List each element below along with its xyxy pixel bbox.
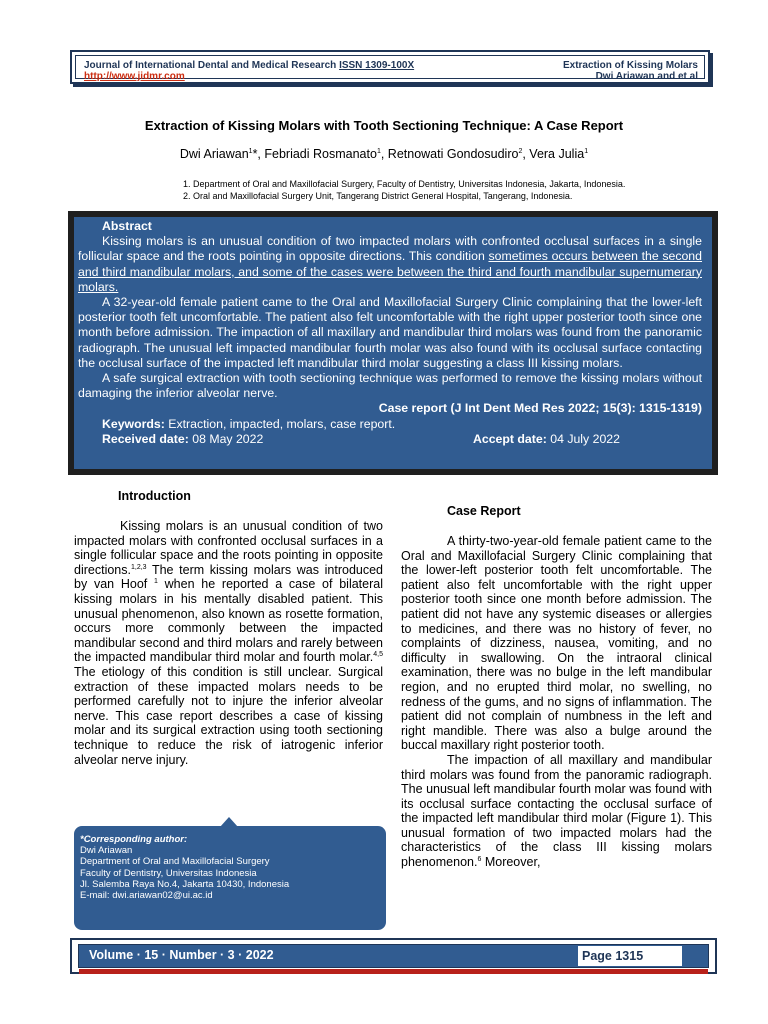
intro-text: Kissing molars is an unusual condition of two impacted molars with confronted occlusal surfaces in a single follicular space and the roots pointing in opposite directions. <box>74 519 383 577</box>
case-report-body <box>401 534 712 870</box>
author-separator: , <box>522 147 530 161</box>
abstract-text <box>78 219 702 447</box>
journal-name-line <box>84 60 414 71</box>
corresponding-author-content <box>80 834 289 901</box>
corresponding-author-email[interactable]: E-mail: dwi.ariawan02@ui.ac.id <box>80 890 213 902</box>
abstract-paragraph-2: A 32-year-old female patient came to the Oral and Maxillofacial Surgery Clinic complaining that the lower-left posterior tooth felt uncomfortable. The patient also felt uncomfortable with the right upper posterior tooth since one month before admission. The impaction of all maxillary and mandibular third molars was found from the panoramic radiograph. The unusual left impacted mandibular fourth molar was also found with its occlusal surface contacting the occlusal surface of the impacted left mandibular third molar suggesting a class III kissing molars. <box>78 295 702 370</box>
case-paragraph-2 <box>401 753 712 870</box>
article-title: Extraction of Kissing Molars with Tooth Sectioning Technique: A Case Report <box>144 118 624 133</box>
corresponding-author-heading: *Corresponding author: <box>80 834 188 845</box>
abstract-box <box>68 211 718 475</box>
corresponding-author-dept: Department of Oral and Maxillofacial Surgery <box>80 856 270 868</box>
affiliation-1: 1. Department of Oral and Maxillofacial Surgery, Faculty of Dentistry, Universitas Indonesia, Jakarta, Indonesia. <box>183 179 626 189</box>
author-affil-ref: 1 <box>376 147 381 155</box>
footer-bar <box>78 944 709 968</box>
abstract-p1-underlined: sometimes occurs between the second and third mandibular molars, and some of the cases were between the third and fourth mandibular supernumerary molars. <box>78 249 702 294</box>
affiliation-2: 2. Oral and Maxillofacial Surgery Unit, Tangerang District General Hospital, Tangerang, Indonesia. <box>183 191 573 201</box>
intro-text: when he reported a case of bilateral kissing molars in his mentally disabled patient. This unusual phenomenon, also known as rosette formation, occurs more commonly between the impacted mandibular second and third molars and rarely between the impacted mandibular third molar and fourth molar. <box>74 577 383 665</box>
introduction-body <box>74 519 383 767</box>
abstract-heading: Abstract <box>102 219 152 233</box>
corresponding-author-box <box>74 826 386 930</box>
author-affil-ref: 1 <box>584 147 589 155</box>
corresponding-author-name: Dwi Ariawan <box>80 845 133 857</box>
author-name: Vera Julia <box>529 147 585 161</box>
keywords <box>78 417 702 432</box>
volume-info: Volume · 15 · Number · 3 · 2022 <box>89 948 274 962</box>
case-text: The impaction of all maxillary and mandibular third molars was found from the panoramic radiograph. The unusual left mandibular fourth molar was found with its occlusal surface contacting the occlusal surface of the impacted left mandibular third molar (Figure 1). This unusual formation of two impacted molars had the characteristics of the class III kissing molars phenomenon. <box>401 752 712 870</box>
author-separator: , <box>380 147 388 161</box>
abstract-p1-text: Kissing molars is an unusual condition of two impacted molars with confronted occlusal surfaces in a single follicular space and the roots pointing in opposite directions. This condition <box>78 234 702 264</box>
journal-name: Journal of International Dental and Medical Research <box>84 60 337 71</box>
abstract-paragraph-1 <box>78 234 702 295</box>
citation-ref: 1 <box>154 578 158 586</box>
author-name: Dwi Ariawan <box>179 147 249 161</box>
received-label: Received date: <box>102 431 189 446</box>
page-number: Page 1315 <box>578 946 682 966</box>
author-affil-ref: 2 <box>518 147 523 155</box>
author-list <box>0 147 768 161</box>
received-value: 08 May 2022 <box>188 431 264 446</box>
journal-header <box>70 50 710 84</box>
author-name: Febriadi Rosmanato <box>264 147 377 161</box>
citation-ref: 6 <box>477 855 482 863</box>
accept-date <box>473 432 620 447</box>
running-authors: Dwi Ariawan and et al <box>595 71 698 82</box>
accept-value: 04 July 2022 <box>546 431 620 446</box>
keywords-value: Extraction, impacted, molars, case report. <box>164 416 396 431</box>
author-name: Retnowati Gondosudiro <box>387 147 519 161</box>
author-separator: *, <box>252 147 265 161</box>
keywords-label: Keywords: <box>102 416 165 431</box>
dates-row <box>78 432 702 447</box>
case-report-citation: Case report (J Int Dent Med Res 2022; 15(3): 1315-1319) <box>378 401 702 416</box>
introduction-paragraph <box>74 519 383 767</box>
introduction-heading: Introduction <box>118 489 191 503</box>
abstract-panel <box>74 217 712 469</box>
citation-ref: 1,2,3 <box>130 563 147 571</box>
corresponding-author-faculty: Faculty of Dentistry, Universitas Indonesia <box>80 867 257 879</box>
corresponding-author-address: Jl. Salemba Raya No.4, Jakarta 10430, Indonesia <box>80 878 290 890</box>
citation-ref: 4,5 <box>373 651 383 659</box>
case-text: Moreover, <box>481 855 541 870</box>
author-affil-ref: 1 <box>248 147 253 155</box>
accept-label: Accept date: <box>473 431 547 446</box>
page-footer <box>70 938 717 974</box>
abstract-paragraph-3: A safe surgical extraction with tooth sectioning technique was performed to remove the kissing molars without damaging the inferior alveolar nerve. <box>78 371 702 401</box>
journal-header-inner <box>75 55 705 82</box>
running-title: Extraction of Kissing Molars <box>562 60 698 71</box>
case-paragraph-1: A thirty-two-year-old female patient came to the Oral and Maxillofacial Surgery Clinic complaining that the lower-left posterior tooth felt uncomfortable. The patient also felt uncomfortable with the right upper posterior tooth since one month before admission. The patient did not have any systemic diseases or allergies to medicines, and there was no history of fever, no complaints of dizziness, nausea, vomiting, and no difficulty in swallowing. On the intraoral clinical examination, there was no bulge in the left mandibular region, and no erupted third molar, no swelling, no redness of the gums, and no signs of inflammation. The patient did not complain of numbness in the left and right mandible. There was also a bulge around the buccal maxillary right posterior tooth. <box>401 534 712 753</box>
case-report-heading: Case Report <box>447 504 521 518</box>
intro-text: The term kissing molars was introduced by van Hoof <box>74 562 383 592</box>
journal-issn[interactable]: ISSN 1309-100X <box>339 60 415 71</box>
journal-url[interactable]: http://www.jidmr.com <box>84 71 185 82</box>
footer-accent-line <box>79 969 708 974</box>
intro-text: The etiology of this condition is still unclear. Surgical extraction of these impacted molars needs to be performed carefully not to injure the inferior alveolar nerve. This case report describes a case of kissing molar and its surgical extraction using tooth sectioning technique to reduce the risk of iatrogenic inferior alveolar nerve injury. <box>74 664 383 767</box>
